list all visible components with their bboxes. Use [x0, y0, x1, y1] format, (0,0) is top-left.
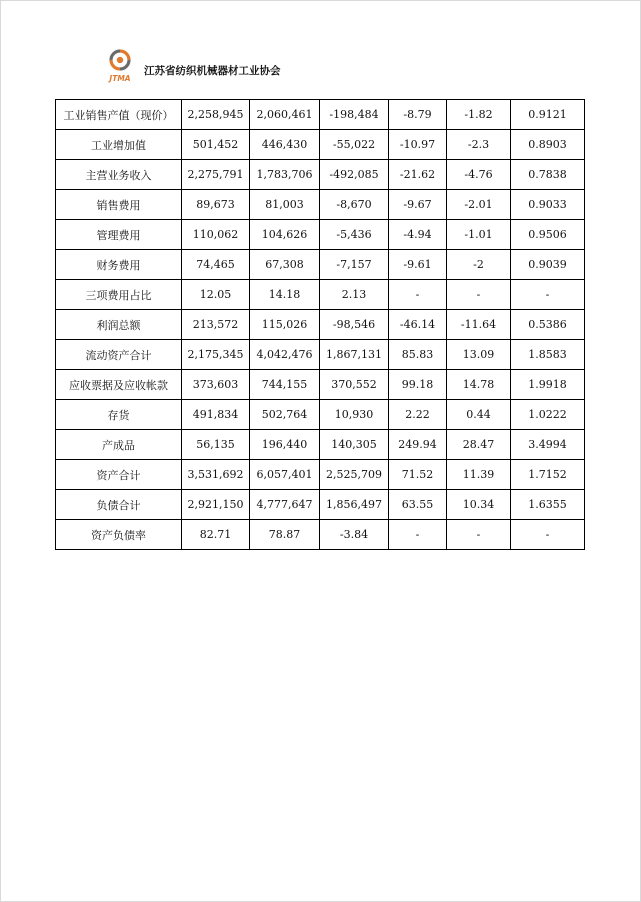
table-cell: - — [511, 280, 585, 310]
table-cell: 0.44 — [447, 400, 511, 430]
row-label: 财务费用 — [56, 250, 182, 280]
logo-text: JTMA — [109, 74, 131, 83]
table-cell: -21.62 — [389, 160, 447, 190]
table-row — [56, 430, 585, 460]
row-label: 工业增加值 — [56, 130, 182, 160]
row-label: 销售费用 — [56, 190, 182, 220]
table-cell: 1.9918 — [511, 370, 585, 400]
table-row — [56, 100, 585, 130]
table-row — [56, 370, 585, 400]
row-label: 流动资产合计 — [56, 340, 182, 370]
table-row — [56, 310, 585, 340]
table-cell: -55,022 — [320, 130, 389, 160]
table-cell: -98,546 — [320, 310, 389, 340]
table-cell: 2,060,461 — [250, 100, 320, 130]
table-cell: - — [447, 280, 511, 310]
table-cell: 0.7838 — [511, 160, 585, 190]
table-cell: -10.97 — [389, 130, 447, 160]
table-cell: -4.94 — [389, 220, 447, 250]
table-cell: - — [511, 520, 585, 550]
table-row — [56, 490, 585, 520]
table-cell: 1.0222 — [511, 400, 585, 430]
table-cell: -1.01 — [447, 220, 511, 250]
table-body — [56, 100, 585, 550]
table-cell: 0.9033 — [511, 190, 585, 220]
table-cell: 12.05 — [182, 280, 250, 310]
table-cell: 81,003 — [250, 190, 320, 220]
organization-name: 江苏省纺织机械器材工业协会 — [144, 65, 281, 77]
table-cell: 2,175,345 — [182, 340, 250, 370]
table-cell: 14.18 — [250, 280, 320, 310]
table-row — [56, 460, 585, 490]
table-cell: - — [389, 280, 447, 310]
table-cell: 0.9039 — [511, 250, 585, 280]
row-label: 利润总额 — [56, 310, 182, 340]
table-cell: 249.94 — [389, 430, 447, 460]
table-cell: -9.61 — [389, 250, 447, 280]
table-cell: 82.71 — [182, 520, 250, 550]
table-cell: 4,777,647 — [250, 490, 320, 520]
table-row — [56, 160, 585, 190]
table-cell: 140,305 — [320, 430, 389, 460]
table-cell: -4.76 — [447, 160, 511, 190]
table-cell: 1,783,706 — [250, 160, 320, 190]
table-cell: -7,157 — [320, 250, 389, 280]
table-cell: -46.14 — [389, 310, 447, 340]
row-label: 存货 — [56, 400, 182, 430]
table-cell: 63.55 — [389, 490, 447, 520]
table-row — [56, 280, 585, 310]
table-cell: 85.83 — [389, 340, 447, 370]
table-cell: 3.4994 — [511, 430, 585, 460]
table-cell: -11.64 — [447, 310, 511, 340]
table-cell: - — [389, 520, 447, 550]
statistics-table — [55, 99, 585, 550]
row-label: 资产负债率 — [56, 520, 182, 550]
table-row — [56, 400, 585, 430]
table-cell: 74,465 — [182, 250, 250, 280]
table-cell: 13.09 — [447, 340, 511, 370]
table-row — [56, 250, 585, 280]
table-cell: 370,552 — [320, 370, 389, 400]
table-row — [56, 340, 585, 370]
table-cell: 2.13 — [320, 280, 389, 310]
table-cell: 2,525,709 — [320, 460, 389, 490]
row-label: 资产合计 — [56, 460, 182, 490]
table-row — [56, 520, 585, 550]
table-cell: 14.78 — [447, 370, 511, 400]
table-cell: 56,135 — [182, 430, 250, 460]
table-cell: 115,026 — [250, 310, 320, 340]
table-cell: 89,673 — [182, 190, 250, 220]
jtma-logo-icon — [106, 48, 134, 84]
table-cell: 3,531,692 — [182, 460, 250, 490]
row-label: 三项费用占比 — [56, 280, 182, 310]
table-cell: -8.79 — [389, 100, 447, 130]
table-cell: -198,484 — [320, 100, 389, 130]
table-cell: 446,430 — [250, 130, 320, 160]
table-cell: -3.84 — [320, 520, 389, 550]
table-cell: 71.52 — [389, 460, 447, 490]
table-cell: 1.8583 — [511, 340, 585, 370]
table-cell: 1,856,497 — [320, 490, 389, 520]
table-cell: 10,930 — [320, 400, 389, 430]
table-cell: 501,452 — [182, 130, 250, 160]
table-row — [56, 130, 585, 160]
table-cell: 67,308 — [250, 250, 320, 280]
table-cell: -2.01 — [447, 190, 511, 220]
table-cell: 213,572 — [182, 310, 250, 340]
table-cell: 6,057,401 — [250, 460, 320, 490]
table-cell: 104,626 — [250, 220, 320, 250]
table-cell: 110,062 — [182, 220, 250, 250]
table-cell: 491,834 — [182, 400, 250, 430]
row-label: 负债合计 — [56, 490, 182, 520]
table-cell: 11.39 — [447, 460, 511, 490]
table-cell: 2,275,791 — [182, 160, 250, 190]
table-cell: -9.67 — [389, 190, 447, 220]
row-label: 工业销售产值（现价） — [56, 100, 182, 130]
row-label: 管理费用 — [56, 220, 182, 250]
table-cell: -2.3 — [447, 130, 511, 160]
table-cell: 28.47 — [447, 430, 511, 460]
table-cell: 78.87 — [250, 520, 320, 550]
table-cell: -8,670 — [320, 190, 389, 220]
table-cell: 502,764 — [250, 400, 320, 430]
table-row — [56, 190, 585, 220]
table-cell: 744,155 — [250, 370, 320, 400]
table-cell: 1.7152 — [511, 460, 585, 490]
table-cell: 373,603 — [182, 370, 250, 400]
table-cell: 0.8903 — [511, 130, 585, 160]
row-label: 产成品 — [56, 430, 182, 460]
table-cell: 0.5386 — [511, 310, 585, 340]
table-cell: 0.9506 — [511, 220, 585, 250]
row-label: 应收票据及应收帐款 — [56, 370, 182, 400]
table-cell: - — [447, 520, 511, 550]
table-cell: 2,258,945 — [182, 100, 250, 130]
table-cell: 196,440 — [250, 430, 320, 460]
table-cell: -1.82 — [447, 100, 511, 130]
table-cell: 0.9121 — [511, 100, 585, 130]
table-cell: 2.22 — [389, 400, 447, 430]
table-cell: -5,436 — [320, 220, 389, 250]
table-cell: 1,867,131 — [320, 340, 389, 370]
table-cell: -492,085 — [320, 160, 389, 190]
table-cell: -2 — [447, 250, 511, 280]
table-cell: 1.6355 — [511, 490, 585, 520]
table-cell: 10.34 — [447, 490, 511, 520]
table-cell: 99.18 — [389, 370, 447, 400]
table-cell: 4,042,476 — [250, 340, 320, 370]
row-label: 主营业务收入 — [56, 160, 182, 190]
table-cell: 2,921,150 — [182, 490, 250, 520]
table-row — [56, 220, 585, 250]
